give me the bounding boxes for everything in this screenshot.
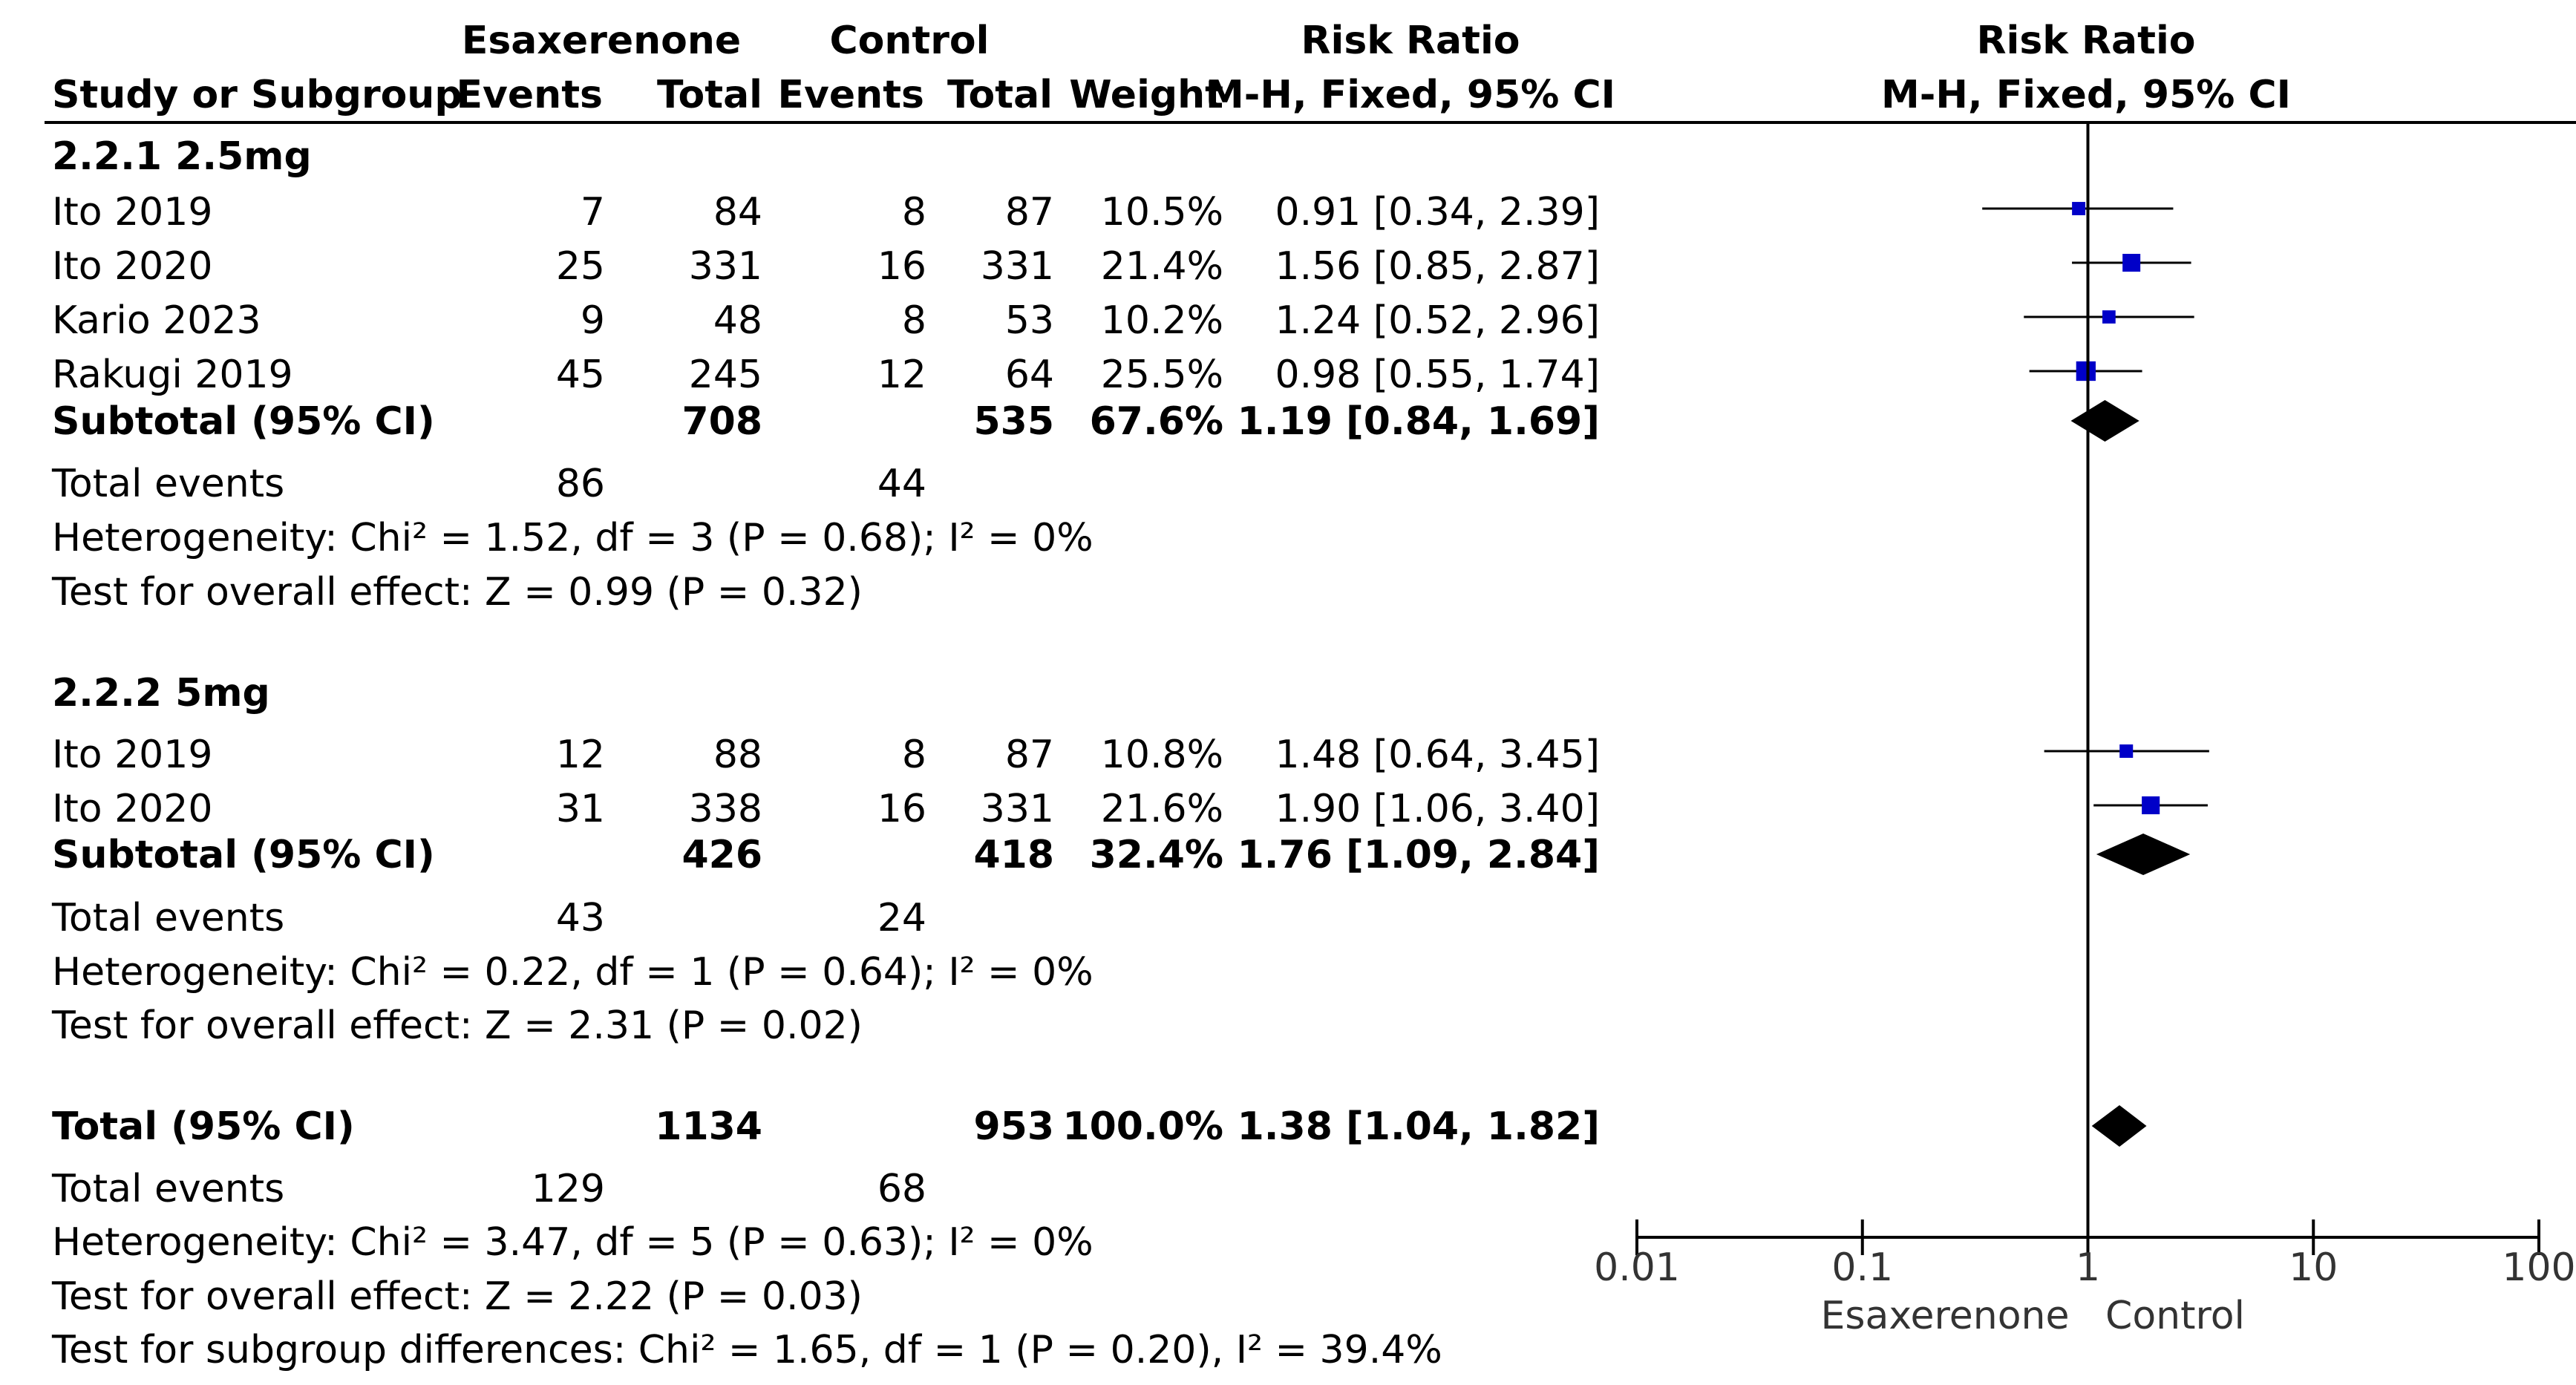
total2-value: 64 <box>1004 353 1054 397</box>
events2-value: 8 <box>901 298 926 343</box>
pooled-diamond <box>2096 834 2190 875</box>
study-name: Ito 2020 <box>52 244 213 289</box>
total1-value: 245 <box>688 353 762 397</box>
col-events2: Events <box>777 73 924 117</box>
total-total2: 953 <box>973 1104 1054 1149</box>
study-name: Ito 2020 <box>52 787 213 831</box>
subtotal-total1: 708 <box>681 399 762 444</box>
col-total2: Total <box>947 73 1053 117</box>
events2-value: 16 <box>877 787 926 831</box>
overall-heterogeneity-text: Heterogeneity: Chi² = 3.47, df = 5 (P = 0.63); I² = 0% <box>52 1220 1094 1265</box>
overall-effect-text: Test for overall effect: Z = 2.31 (P = 0.02) <box>52 1003 863 1048</box>
forest-marks <box>1982 202 2209 1147</box>
tick-label: 1 <box>2075 1245 2101 1290</box>
col-study: Study or Subgroup <box>52 73 462 117</box>
tick-label: 100 <box>2502 1245 2576 1290</box>
subtotal-ci: 1.19 [0.84, 1.69] <box>1237 399 1600 444</box>
effect-square <box>2119 744 2133 758</box>
total-events1: 43 <box>555 896 605 940</box>
subtotal-label: Subtotal (95% CI) <box>52 399 435 444</box>
study-name: Ito 2019 <box>52 190 213 235</box>
events1-value: 12 <box>555 733 605 777</box>
subgroup-title: 2.2.1 2.5mg <box>52 134 312 179</box>
total2-value: 87 <box>1004 190 1054 235</box>
tick-label: 10 <box>2289 1245 2338 1290</box>
col-total1: Total <box>656 73 762 117</box>
heterogeneity-text: Heterogeneity: Chi² = 0.22, df = 1 (P = 0.64); I² = 0% <box>52 950 1094 995</box>
effect-square <box>2142 796 2160 814</box>
effect-square <box>2076 361 2096 381</box>
rr-title-left: Risk Ratio <box>1301 19 1520 63</box>
total2-value: 53 <box>1004 298 1054 343</box>
study-name: Ito 2019 <box>52 733 213 777</box>
heterogeneity-text: Heterogeneity: Chi² = 1.52, df = 3 (P = 0.68); I² = 0% <box>52 516 1094 560</box>
table-rows <box>51 134 1600 1372</box>
ci-value: 1.90 [1.06, 3.40] <box>1275 787 1600 831</box>
subgroup-differences-text: Test for subgroup differences: Chi² = 1.65, df = 1 (P = 0.20), I² = 39.4% <box>52 1328 1442 1372</box>
overall-effect-text: Test for overall effect: Z = 0.99 (P = 0.32) <box>52 570 863 615</box>
col-weight: Weight <box>1069 73 1223 117</box>
col-method-left: M-H, Fixed, 95% CI <box>1205 73 1616 117</box>
rr-title-right: Risk Ratio <box>1976 19 2196 63</box>
study-name: Rakugi 2019 <box>52 353 293 397</box>
col-method-right: M-H, Fixed, 95% CI <box>1880 73 2292 117</box>
overall-events2: 68 <box>877 1167 926 1211</box>
weight-value: 10.8% <box>1100 733 1223 777</box>
total1-value: 338 <box>688 787 762 831</box>
events1-value: 25 <box>555 244 605 289</box>
events1-value: 9 <box>580 298 605 343</box>
total-events2: 24 <box>877 896 926 940</box>
total-events-label: Total events <box>52 462 285 506</box>
effect-square <box>2102 310 2116 324</box>
effect-square <box>2122 254 2140 272</box>
ci-value: 0.91 [0.34, 2.39] <box>1275 190 1600 235</box>
total2-value: 87 <box>1004 733 1054 777</box>
events1-value: 31 <box>555 787 605 831</box>
total-ci: 1.38 [1.04, 1.82] <box>1237 1104 1600 1149</box>
weight-value: 21.4% <box>1100 244 1223 289</box>
total-weight: 100.0% <box>1062 1104 1223 1149</box>
events2-value: 8 <box>901 733 926 777</box>
total1-value: 84 <box>713 190 762 235</box>
pooled-diamond <box>2092 1105 2147 1147</box>
group2-header: Control <box>829 19 990 63</box>
total1-value: 48 <box>713 298 762 343</box>
subtotal-ci: 1.76 [1.09, 2.84] <box>1237 833 1600 877</box>
total-events1: 86 <box>555 462 605 506</box>
events2-value: 16 <box>877 244 926 289</box>
ci-value: 1.48 [0.64, 3.45] <box>1275 733 1600 777</box>
weight-value: 25.5% <box>1100 353 1223 397</box>
study-name: Kario 2023 <box>52 298 261 343</box>
subtotal-label: Subtotal (95% CI) <box>52 833 435 877</box>
total2-value: 331 <box>980 787 1054 831</box>
favours-left-label: Esaxerenone <box>1820 1294 2070 1338</box>
events1-value: 7 <box>580 190 605 235</box>
group1-header: Esaxerenone <box>461 19 742 63</box>
total-total1: 1134 <box>655 1104 762 1149</box>
subtotal-weight: 32.4% <box>1089 833 1223 877</box>
tick-label: 0.01 <box>1594 1245 1680 1290</box>
subtotal-total2: 535 <box>973 399 1054 444</box>
col-events1: Events <box>456 73 603 117</box>
subtotal-total2: 418 <box>973 833 1054 877</box>
pooled-diamond <box>2070 400 2139 442</box>
ci-value: 0.98 [0.55, 1.74] <box>1275 353 1600 397</box>
overall-events1: 129 <box>531 1167 605 1211</box>
weight-value: 21.6% <box>1100 787 1223 831</box>
subtotal-total1: 426 <box>681 833 762 877</box>
subtotal-weight: 67.6% <box>1089 399 1223 444</box>
total-label: Total (95% CI) <box>52 1104 355 1149</box>
total-events-label: Total events <box>52 896 285 940</box>
total2-value: 331 <box>980 244 1054 289</box>
favours-right-label: Control <box>2105 1294 2245 1338</box>
x-axis <box>1594 122 2576 1338</box>
total-events2: 44 <box>877 462 926 506</box>
overall-effect-total-text: Test for overall effect: Z = 2.22 (P = 0.03) <box>52 1274 863 1319</box>
ci-value: 1.56 [0.85, 2.87] <box>1275 244 1600 289</box>
events2-value: 12 <box>877 353 926 397</box>
total1-value: 88 <box>713 733 762 777</box>
events1-value: 45 <box>555 353 605 397</box>
overall-events-label: Total events <box>52 1167 285 1211</box>
weight-value: 10.5% <box>1100 190 1223 235</box>
tick-label: 0.1 <box>1831 1245 1894 1290</box>
weight-value: 10.2% <box>1100 298 1223 343</box>
events2-value: 8 <box>901 190 926 235</box>
total1-value: 331 <box>688 244 762 289</box>
effect-square <box>2072 202 2085 215</box>
ci-value: 1.24 [0.52, 2.96] <box>1275 298 1600 343</box>
subgroup-title: 2.2.2 5mg <box>52 671 270 716</box>
